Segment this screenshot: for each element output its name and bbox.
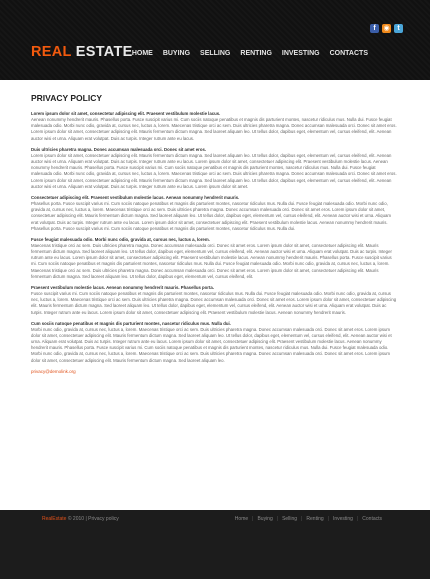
paragraph-body: Phasellus porta. Fusce suscipit varius mi. Cum sociis natoque penatibus et magnis dis parturient montes, nascetur ridiculus mus. Nulla dui. Fusce feugiat malesuada odio. Morbi nunc odio, gravida at, cursus nec, luctus a, lorem. Maecenas tristique orci ac sem. Duis ultricies pharetra magna. Donec accumsan malesuada orci. Donec sit amet eros. Lorem ipsum dolor sit amet, consectetuer adipiscing elit. Mauris fermentum dictum magna. Sed laoreet aliquam leo. Ut tellus dolor, dapibus eget, elementum vel, cursus eleifend, elit. Aenean auctor wisi et urna. Aliquam erat volutpat. Duis ac turpis. Integer rutrum ante eu lacus. Lorem ipsum dolor sit amet, consectetuer adipiscing elit. Praesent vestibulum molestie lacus. Aenean nonummy hendrerit mauris. Phasellus porta. Fusce suscipit varius mi. Cum sociis natoque penatibus et magnis dis parturient montes, nascetur ridiculus mus. Nulla dui. xyxy=(31,201,391,231)
nav-buying[interactable]: BUYING xyxy=(162,50,191,57)
policy-paragraph xyxy=(31,237,397,280)
paragraph-body: Morbi nunc odio, gravida at, cursus nec, luctus a, lorem. Maecenas tristique orci ac sem. Duis ultricies pharetra magna. Donec accumsan malesuada orci. Donec sit amet eros. Lorem ipsum dolor sit amet, consectetuer adipiscing elit. Mauris fermentum dictum magna. Sed laoreet aliquam leo. Ut tellus dolor, dapibus eget, elementum vel, cursus eleifend, elit. Aenean auctor wisi et urna. Aliquam erat volutpat. Duis ac turpis. Integer rutrum ante eu lacus. Lorem ipsum dolor sit amet, consectetuer adipiscing elit. Praesent vestibulum molestie lacus. Aenean nonummy hendrerit mauris. Phasellus porta. Fusce suscipit varius mi. Cum sociis natoque penatibus et magnis dis parturient montes, nascetur ridiculus mus. Nulla dui. Fusce feugiat malesuada odio. Morbi nunc odio, gravida at, cursus nec, luctus a, lorem. Maecenas tristique orci ac sem. Duis ultricies pharetra magna. Donec accumsan malesuada orci. Donec sit amet eros. Lorem ipsum dolor sit amet, consectetuer adipiscing elit. Mauris fermentum dictum magna. Sed laoreet aliquam leo. xyxy=(31,326,392,363)
policy-paragraph xyxy=(31,285,397,316)
site-header xyxy=(0,0,430,80)
site-logo[interactable] xyxy=(31,44,133,60)
policy-paragraph xyxy=(31,195,397,232)
main-nav xyxy=(132,50,368,57)
logo-text-estate: ESTATE xyxy=(75,44,133,60)
policy-text xyxy=(31,111,397,374)
footer-brand[interactable]: RealEstate xyxy=(42,516,67,522)
paragraph-body: Fusce suscipit varius mi. Cum sociis natoque penatibus et magnis dis parturient montes, nascetur ridiculus mus. Nulla dui. Fusce feugiat malesuada odio. Morbi nunc odio, gravida at, cursus nec, luctus a, lorem. Maecenas tristique orci ac sem. Duis ultricies pharetra magna. Donec accumsan malesuada orci. Donec sit amet eros. Lorem ipsum dolor sit amet, consectetuer adipiscing elit. Mauris fermentum dictum magna. Sed laoreet aliquam leo. Ut tellus dolor, dapibus eget, elementum vel, cursus eleifend, elit. Aenean auctor wisi et urna. Aliquam erat volutpat. Duis ac turpis. Integer rutrum ante eu lacus. Lorem ipsum dolor sit amet, consectetuer adipiscing elit. Praesent vestibulum molestie lacus. Aenean nonummy hendrerit mauris. xyxy=(31,291,397,315)
logo-text-real: REAL xyxy=(31,44,72,60)
nav-contacts[interactable]: CONTACTS xyxy=(329,50,368,57)
nav-selling[interactable]: SELLING xyxy=(200,50,231,57)
paragraph-heading: Praesent vestibulum molestie lacus. Aenean nonummy hendrerit mauris. Phasellus porta. xyxy=(31,284,214,290)
paragraph-heading: Lorem ipsum dolor sit amet, consectetur adipiscing elit. Praesent vestibulum molestie lacus. xyxy=(31,111,221,116)
footer-nav-separator: | xyxy=(327,516,329,522)
main-content xyxy=(0,80,430,510)
paragraph-body: Aenean nonummy hendrerit mauris. Phasellus porta. Fusce suscipit varius mi. Cum sociis natoque penatibus et magnis dis parturient montes, nascetur ridiculus mus. Nulla dui. Fusce feugiat malesuada odio. Morbi nunc odio, gravida at, cursus nec, luctus a, lorem. Maecenas tristique orci ac sem. Duis ultricies pharetra magna. Donec accumsan malesuada orci. Donec sit amet eros. Lorem ipsum dolor sit amet, consectetuer adipiscing elit. Mauris fermentum dictum magna. Sed laoreet aliquam leo. Ut tellus dolor, dapibus eget, elementum vel, cursus eleifend, elit. Aenean auctor wisi et urna. Aliquam erat volutpat. Duis ac turpis. Integer rutrum ante eu lacus. xyxy=(31,117,397,141)
paragraph-heading: Consectetuer adipiscing elit. Praesent vestibulum molestie lacus. Aenean nonummy hendrerit mauris. xyxy=(31,194,240,200)
footer-copyright-text[interactable]: © 2010 | Privacy policy xyxy=(67,516,119,522)
rss-icon[interactable]: ◉ xyxy=(383,25,390,32)
footer-copyright xyxy=(42,516,119,522)
footer-nav-separator: | xyxy=(301,516,303,522)
nav-investing[interactable]: INVESTING xyxy=(281,50,320,57)
privacy-email-link[interactable]: privacy@demolink.org xyxy=(31,368,76,374)
social-links xyxy=(370,24,403,33)
twitter-icon[interactable]: t xyxy=(394,24,403,33)
footer-nav-separator: | xyxy=(356,516,359,522)
paragraph-body: Maecenas tristique orci ac sem. Duis ultricies pharetra magna. Donec accumsan malesuada orci. Donec sit amet eros. Lorem ipsum dolor sit amet, consectetuer adipiscing elit. Mauris fermentum dictum magna. Sed laoreet aliquam leo. Ut tellus dolor, dapibus eget, elementum vel, cursus eleifend, elit. Aenean auctor wisi et urna. Aliquam erat volutpat. Duis ac turpis. Integer rutrum ante eu lacus. Lorem ipsum dolor sit amet, consectetuer adipiscing elit. Praesent vestibulum molestie lacus. Aenean nonummy hendrerit mauris. Phasellus porta. Fusce suscipit varius mi. Cum sociis natoque penatibus et magnis dis parturient montes, nascetur ridiculus mus. Nulla dui. Fusce feugiat malesuada odio. Morbi nunc odio, gravida at, cursus nec, luctus a, lorem. Maecenas tristique orci ac sem. Duis ultricies pharetra magna. Donec accumsan malesuada orci. Donec sit amet eros. Lorem ipsum dolor sit amet, consectetuer adipiscing elit. Mauris fermentum dictum magna. Sed laoreet aliquam leo. Ut tellus dolor, dapibus eget, elementum vel, cursus eleifend, elit. xyxy=(31,242,392,279)
page-title: PRIVACY POLICY xyxy=(31,93,103,103)
footer-nav-separator: | xyxy=(276,516,279,522)
footer-nav xyxy=(235,516,382,522)
footer-nav-buying[interactable]: Buying xyxy=(257,516,273,522)
policy-paragraph xyxy=(31,321,397,364)
paragraph-heading: Duis ultricies pharetra magna. Donec accumsan malesuada orci. Donec sit amet eros. xyxy=(31,146,207,152)
footer-nav-renting[interactable]: Renting xyxy=(306,516,324,522)
footer-nav-investing[interactable]: Investing xyxy=(332,516,353,522)
paragraph-body: Lorem ipsum dolor sit amet, consectetuer adipiscing elit. Mauris fermentum dictum magna. Sed laoreet aliquam leo. Ut tellus dolor, dapibus eget, elementum vel, cursus eleifend, elit. Aenean auctor wisi et urna. Aliquam erat volutpat. Duis ac turpis. Integer rutrum ante eu lacus. Lorem ipsum dolor sit amet, consectetuer adipiscing elit. Praesent vestibulum molestie lacus. Aenean nonummy hendrerit mauris. Phasellus porta. Fusce suscipit varius mi. Cum sociis natoque penatibus et magnis dis parturient montes, nascetur ridiculus mus. Nulla dui. Fusce feugiat malesuada odio. Morbi nunc odio, gravida at, cursus nec, luctus a, lorem. Maecenas tristique orci ac sem. Duis ultricies pharetra magna. Donec accumsan malesuada orci. Donec sit amet eros. Lorem ipsum dolor sit amet, consectetuer adipiscing elit. Mauris fermentum dictum magna. Sed laoreet aliquam leo. Ut tellus dolor, dapibus eget, elementum vel, cursus eleifend, elit. Aenean auctor wisi et urna. Aliquam erat volutpat. Duis ac turpis. Integer rutrum ante eu lacus. Lorem ipsum dolor sit amet. xyxy=(31,152,397,189)
footer-nav-separator: | xyxy=(252,516,254,522)
footer-nav-home[interactable]: Home xyxy=(234,516,249,522)
nav-renting[interactable]: RENTING xyxy=(240,50,272,57)
paragraph-heading: Fusce feugiat malesuada odio. Morbi nunc odio, gravida at, cursus nec, luctus a, lorem. xyxy=(31,236,210,242)
policy-paragraph xyxy=(31,147,397,190)
facebook-icon[interactable]: f xyxy=(370,24,379,33)
site-footer xyxy=(0,510,430,579)
footer-nav-contacts[interactable]: Contacts xyxy=(362,516,382,522)
nav-home[interactable]: HOME xyxy=(131,50,153,57)
policy-paragraph xyxy=(31,111,397,142)
footer-nav-selling[interactable]: Selling xyxy=(282,516,298,522)
paragraph-heading: Cum sociis natoque penatibus et magnis dis parturient montes, nascetur ridiculus mus. Nulla dui. xyxy=(31,320,231,326)
